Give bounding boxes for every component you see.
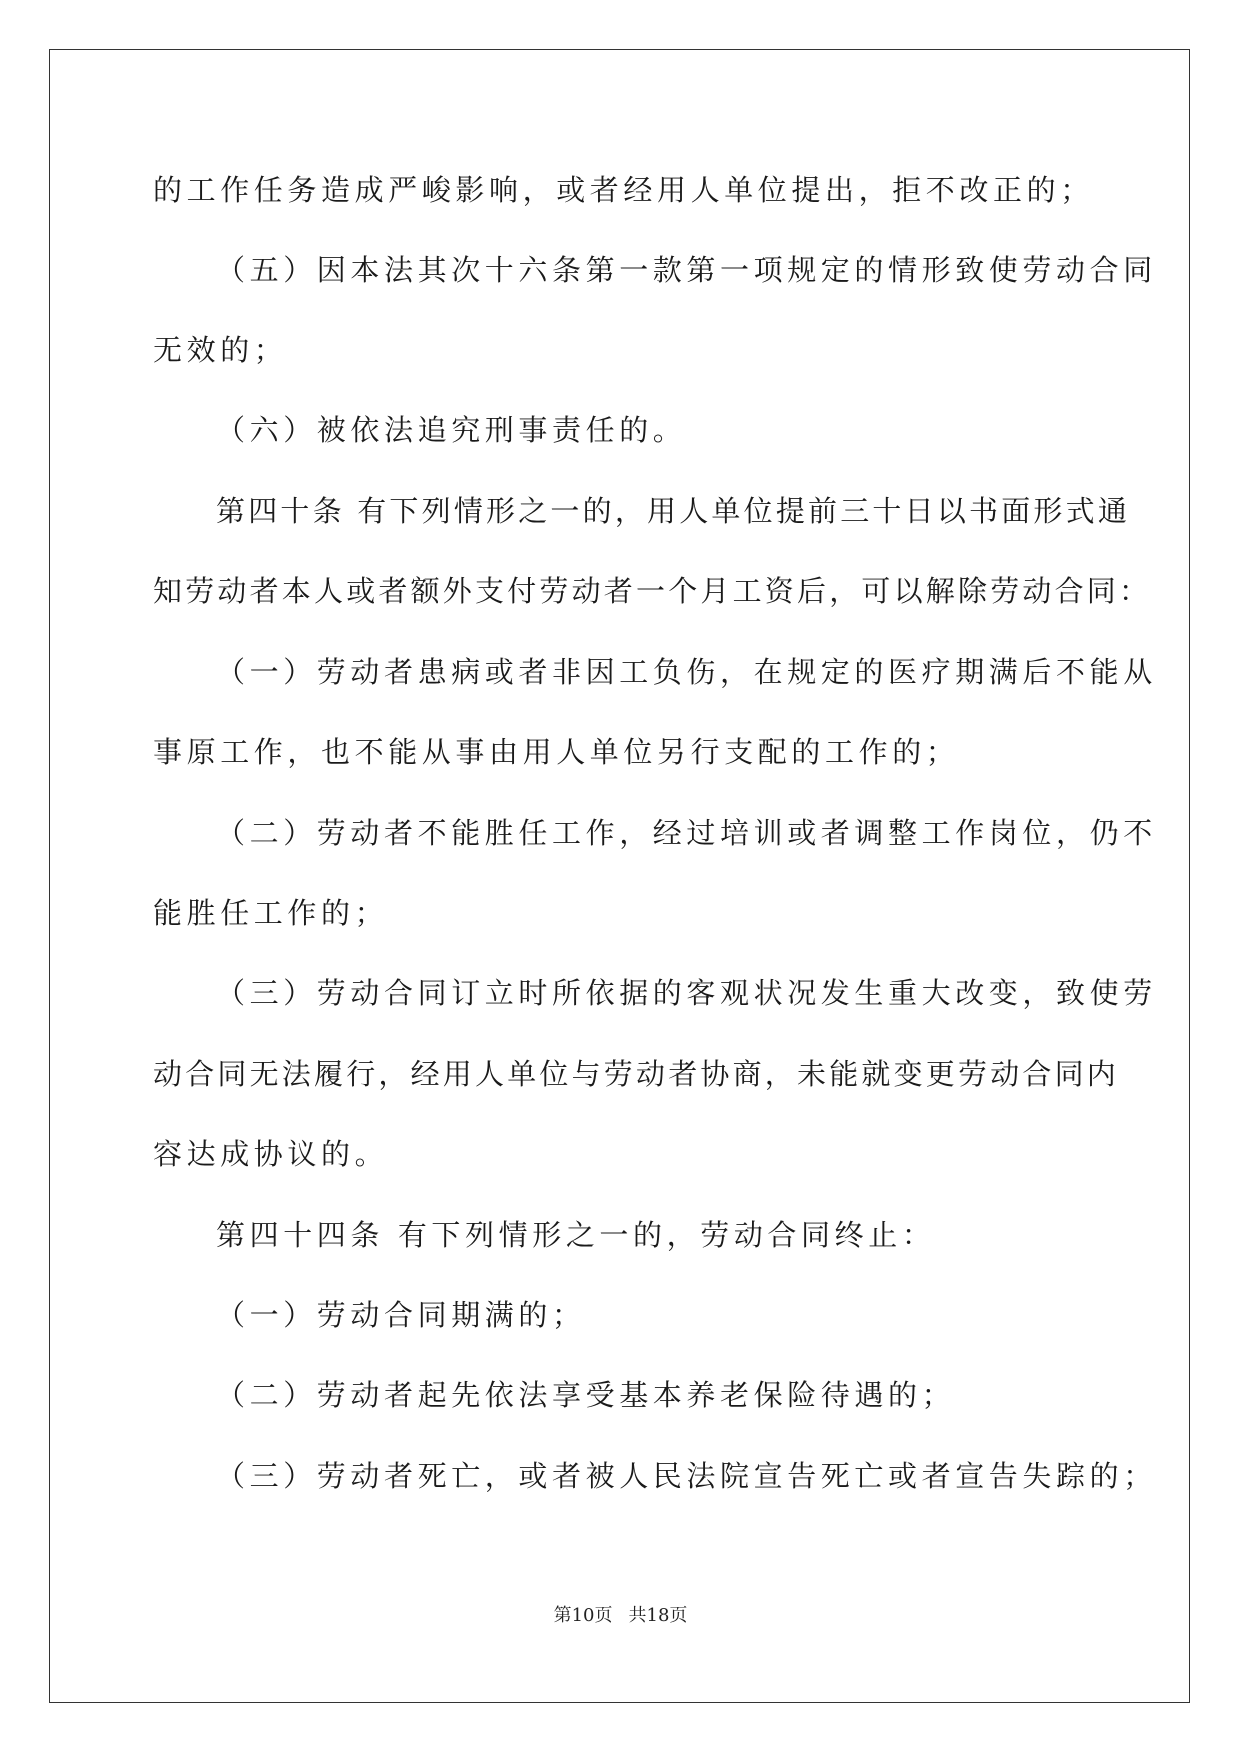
page-border bbox=[49, 49, 1190, 1703]
text-line: （三）劳动合同订立时所依据的客观状况发生重大改变，致使劳 bbox=[216, 976, 1157, 1010]
text-line: 的工作任务造成严峻影响，或者经用人单位提出，拒不改正的； bbox=[153, 173, 1094, 207]
text-line: （五）因本法其次十六条第一款第一项规定的情形致使劳动合同 bbox=[216, 253, 1157, 287]
text-line: 动合同无法履行，经用人单位与劳动者协商，未能就变更劳动合同内 bbox=[153, 1057, 1120, 1091]
text-line: （二）劳动者不能胜任工作，经过培训或者调整工作岗位，仍不 bbox=[216, 816, 1157, 850]
text-line: （二）劳动者起先依法享受基本养老保险待遇的； bbox=[216, 1378, 956, 1412]
text-line: 第四十条 有下列情形之一的，用人单位提前三十日以书面形式通 bbox=[216, 494, 1131, 528]
text-line: （六）被依法追究刑事责任的。 bbox=[216, 413, 687, 447]
page-total: 共18页 bbox=[628, 1605, 688, 1626]
text-line: 能胜任工作的； bbox=[153, 896, 389, 930]
text-line: 无效的； bbox=[153, 333, 288, 367]
text-line: 容达成协议的。 bbox=[153, 1137, 389, 1171]
text-line: 知劳动者本人或者额外支付劳动者一个月工资后，可以解除劳动合同： bbox=[153, 574, 1152, 608]
page-footer bbox=[0, 1601, 1241, 1627]
text-line: （一）劳动合同期满的； bbox=[216, 1298, 586, 1332]
text-line: 事原工作，也不能从事由用人单位另行支配的工作的； bbox=[153, 735, 960, 769]
text-line: （三）劳动者死亡，或者被人民法院宣告死亡或者宣告失踪的； bbox=[216, 1459, 1157, 1493]
text-line: （一）劳动者患病或者非因工负伤，在规定的医疗期满后不能从 bbox=[216, 655, 1157, 689]
page-number: 第10页 bbox=[553, 1605, 613, 1626]
text-line: 第四十四条 有下列情形之一的，劳动合同终止： bbox=[216, 1218, 936, 1252]
